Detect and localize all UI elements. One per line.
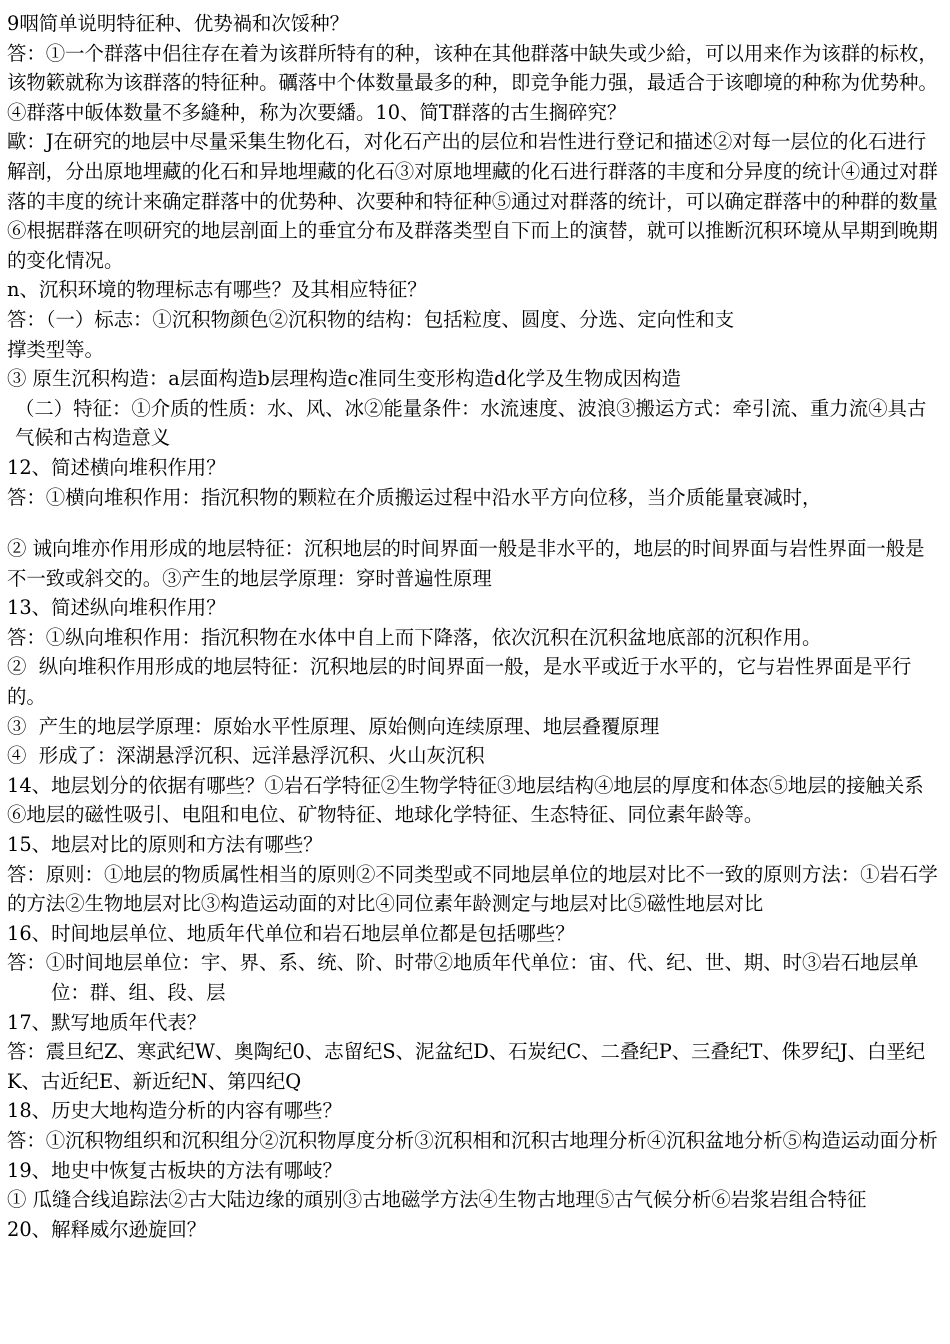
- question-answer-14: 14、地层划分的依据有哪些？①岩石学特征②生物学特征③地层结构④地层的厚度和体态⑤地层的接触关系⑥地层的磁性吸引、电阻和电位、矿物特征、地球化学特征、生态特征、同位素年龄等。: [7, 773, 924, 827]
- question-16: 16、时间地层单位、地质年代单位和岩石地层单位都是包括哪些？: [7, 921, 575, 945]
- answer-13-part2: ② 纵向堆积作用形成的地层特征：沉积地层的时间界面一般，是水平或近于水平的，它与岩性界面是平行的。: [7, 655, 912, 709]
- answer-11-features: （二）特征：①介质的性质：水、风、冰②能量条件：水流速度、波浪③搬运方式：牵引流、重力流④具古气候和古构造意义: [15, 396, 927, 450]
- question-17: 17、默写地质年代表？: [7, 1010, 207, 1034]
- question-11: n、沉积环境的物理标志有哪些？及其相应特征？: [7, 278, 427, 302]
- answer-13-part4: ④ 形成了：深湖悬浮沉积、远洋悬浮沉积、火山灰沉积: [7, 744, 485, 768]
- question-13: 13、简述纵向堆积作用？: [7, 596, 226, 620]
- answer-12-part1: 答：①横向堆积作用：指沉积物的颗粒在介质搬运过程中沿水平方向位移，当介质能量衰减时，: [7, 485, 822, 509]
- answer-15: 答：原则：①地层的物质属性相当的原则②不同类型或不同地层单位的地层对比不一致的原则方法：①岩石学的方法②生物地层对比③构造运动面的对比④同位素年龄测定与地层对比⑤磁性地层对比: [7, 862, 938, 916]
- answer-11-part3: ③ 原生沉积构造：a层面构造b层理构造c准同生变形构造d化学及生物成因构造: [7, 367, 681, 391]
- answer-13-part3: ③ 产生的地层学原理：原始水平性原理、原始侧向连续原理、地层叠覆原理: [7, 714, 660, 738]
- question-19: 19、地史中恢复古板块的方法有哪岐？: [7, 1158, 342, 1182]
- paragraph-gap: [7, 512, 943, 534]
- answer-17: 答：震旦纪Z、寒武纪W、奥陶纪0、志留纪S、泥盆纪D、石炭纪C、二叠纪P、三叠纪T、侏罗纪J、白垩纪K、古近纪E、新近纪N、第四纪Q: [7, 1040, 926, 1093]
- answer-11-part2: 撑类型等。: [7, 337, 104, 361]
- answer-13-part1: 答：①纵向堆积作用：指沉积物在水体中自上而下降落，依次沉积在沉积盆地底部的沉积作用。: [7, 625, 822, 649]
- answer-18: 答：①沉积物组织和沉积组分②沉积物厚度分析③沉积相和沉积古地理分析④沉积盆地分析⑤构造运动面分析: [7, 1128, 938, 1152]
- question-15: 15、地层对比的原则和方法有哪些？: [7, 833, 323, 857]
- document-page: [7, 9, 943, 1244]
- answer-9: 答：①一个群落中侣往存在着为该群所特有的种，该种在其他群落中缺失或少給，可以用来作为该群的标枚，该物簌就称为该群落的特征种。礪落中个体数量最多的种，即竞争能力强，最适合于该喞境的种称为优势种。④群落中皈体数量不多縫种，称为次要繙。10、简T群落的古生搁碎究？: [7, 41, 938, 124]
- question-12: 12、简述横向堆积作用？: [7, 455, 226, 479]
- answer-10: 歐：J在研究的地层中尽量采集生物化石，对化石产出的层位和岩性进行登记和描述②对每一层位的化石进行解剖，分出原地埋藏的化石和异地埋藏的化石③对原地埋藏的化石进行群落的丰度和分异度的统计④通过对群落的丰度的统计来确定群落中的优势种、次要种和特征种⑤通过对群落的统计，可以确定群落中的种群的数量⑥根据群落在呗研究的地层剖面上的垂宜分布及群落类型自下而上的演替，就可以推断沉积环境从早期到晚期的变化情况。: [7, 130, 938, 272]
- answer-11-part1: 答：（一）标志：①沉积物颜色②沉积物的结构：包括粒度、圆度、分选、定向性和支: [7, 307, 735, 331]
- answer-19: ① 瓜缝合线追踪法②古大陆边缘的頑别③古地磁学方法④生物古地理⑤古气候分析⑥岩浆岩组合特征: [7, 1188, 867, 1212]
- answer-12-part2: ② 诫向堆亦作用形成的地层特征：沉积地层的时间界面一般是非水平的，地层的时间界面与岩性界面一般是不一致或斜交的。③产生的地层学原理：穿时普遍性原理: [7, 537, 925, 590]
- question-18: 18、历史大地构造分析的内容有哪些？: [7, 1099, 342, 1123]
- answer-16: 答：①时间地层单位：宇、界、系、统、阶、时带②地质年代单位：宙、代、纪、世、期、时③岩石地层单位：群、组、段、层: [7, 951, 919, 1004]
- question-20: 20、解释威尔逊旋回？: [7, 1217, 207, 1241]
- question-9: 9咽简单说明特征种、优势禍和次馁种？: [7, 12, 349, 35]
